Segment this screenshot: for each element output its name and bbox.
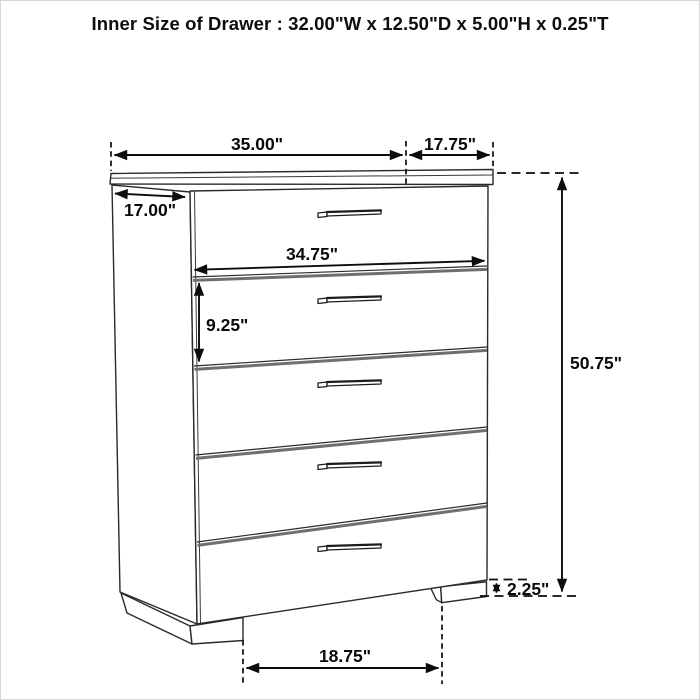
dim-top-depth xyxy=(410,134,490,155)
dim-side-depth-label: 17.00" xyxy=(123,200,177,220)
dim-leg-spacing xyxy=(243,606,442,684)
dim-drawer-height-label: 9.25" xyxy=(206,315,249,335)
dim-top-width-label: 35.00" xyxy=(230,134,284,154)
dim-leg-spacing-label: 18.75" xyxy=(318,646,372,666)
dim-top-depth-label: 17.75" xyxy=(423,134,477,154)
dim-overall-height-label: 50.75" xyxy=(570,353,623,373)
chest-drawing xyxy=(110,170,493,645)
dim-overall-height xyxy=(497,173,622,592)
page-title: Inner Size of Drawer : 32.00"W x 12.50"D x 5.00"H x 0.25"T xyxy=(91,13,609,34)
chest-left-side-panel xyxy=(112,185,197,624)
right-foot-side-face xyxy=(431,587,442,603)
chest-front-face xyxy=(190,186,488,624)
dim-base-height-label: 2.25" xyxy=(507,579,550,599)
dim-base-height xyxy=(480,579,578,599)
dim-drawer-width-label: 34.75" xyxy=(285,244,339,264)
chest-top-panel xyxy=(110,170,493,185)
